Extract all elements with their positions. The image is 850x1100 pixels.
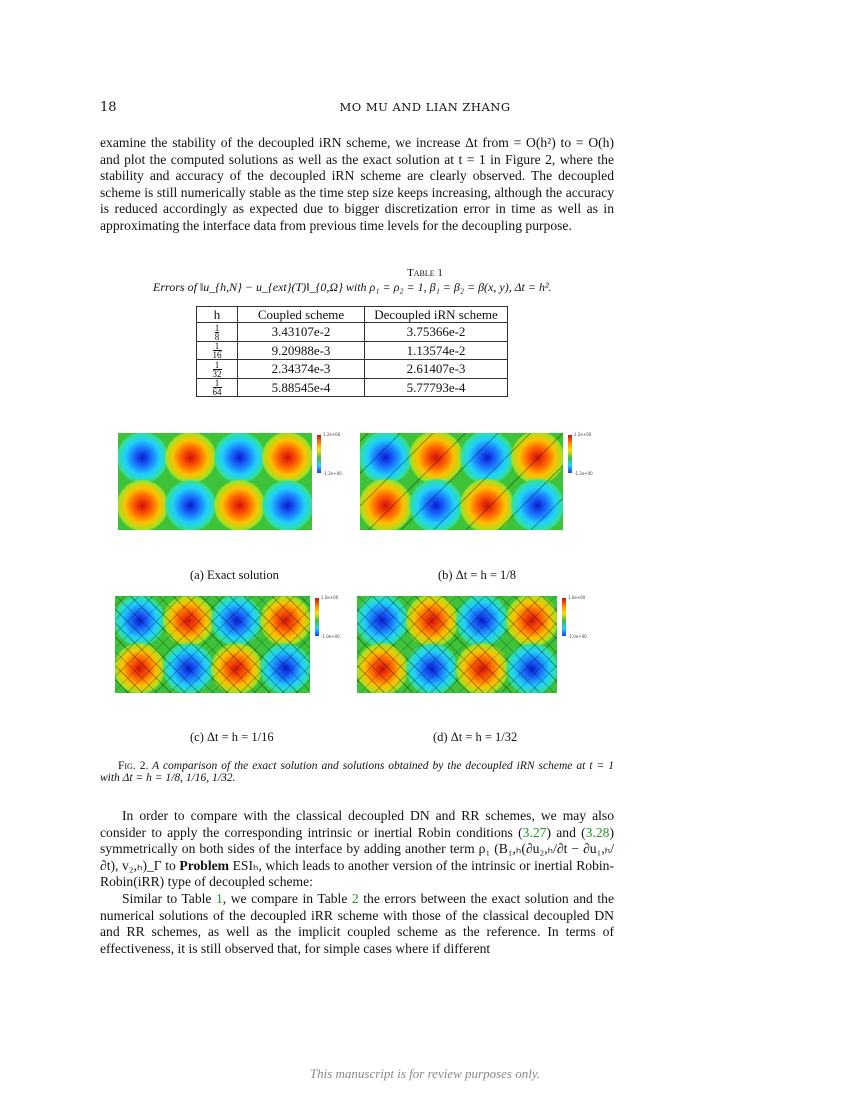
peak-blob — [214, 480, 265, 530]
col-header-decoupled: Decoupled iRN scheme — [365, 307, 508, 323]
page-number: 18 — [100, 100, 117, 115]
colorbar — [315, 598, 319, 636]
decoupled-error: 3.75366e-2 — [365, 323, 508, 342]
colorbar-max-label: 1.0e+00 — [321, 595, 339, 600]
trough-blob — [118, 433, 168, 483]
colorbar — [317, 435, 321, 473]
mesh-overlay — [360, 433, 563, 530]
table-row — [197, 341, 508, 360]
equation-ref-3-28[interactable]: 3.28 — [585, 824, 610, 840]
table-row — [197, 378, 508, 397]
h-value: $\frac{1}{8}$ — [197, 323, 238, 342]
subfigure-caption: (d) Δt = h = 1/32 — [433, 730, 518, 744]
subfigure-caption: (a) Exact solution — [190, 568, 279, 582]
mesh-overlay — [357, 596, 557, 693]
trough-blob — [165, 480, 216, 530]
peak-blob — [262, 433, 312, 483]
mesh-overlay — [115, 596, 310, 693]
paragraph-1: examine the stability of the decoupled iRN scheme, we increase Δt from = O(h²) to = O(h) and plot the computed solutions as well as the exact solution at t = 1 in Figure 2, where the stability and accuracy of the decoupled iRN scheme are clearly observed. The decoupled scheme is still numerically stable as the time step size keeps increasing, although the accuracy is reduced accordingly as expected due to bigger discretization error in time as well as in approximating the interface data from previous time levels for the decoupling purpose. — [100, 135, 614, 233]
colorbar-min-label: -1.0e+00 — [321, 634, 340, 639]
equation-ref-3-27[interactable]: 3.27 — [522, 824, 547, 840]
decoupled-error: 1.13574e-2 — [365, 341, 508, 360]
colorbar-min-label: -1.0e+00 — [568, 634, 587, 639]
paragraph-2: In order to compare with the classical decoupled DN and RR schemes, we may also consider to apply the corresponding intrinsic or inertial Robin conditions (3.27) and (3.28) symmetrically on both sides of the interface by adding another term ρ₁ (B₁,ₕ(∂u₂,ₕ/∂t − ∂u₁,ₕ/∂t), v₂,ₕ)_Γ to Problem ESIₕ, which leads to another version of the intrinsic or inertial Robin-Robin(iRR) type of decoupled scheme: Similar to Table 1, we compare in Table 2 the errors between the exact solution and the numerical solutions of the decoupled iRR scheme with those of the classical decoupled DN and RR schemes, as well as the implicit coupled scheme as the reference. In terms of effectiveness, it is still observed that, for simple cases where if different — [100, 808, 615, 956]
peak-blob — [118, 480, 168, 530]
solution-heatmap — [115, 596, 310, 693]
colorbar — [568, 435, 572, 473]
decoupled-error: 5.77793e-4 — [365, 378, 508, 397]
coupled-error: 2.34374e-3 — [238, 360, 365, 379]
peak-blob — [165, 433, 216, 483]
table-row — [197, 360, 508, 379]
errors-table — [196, 306, 508, 397]
col-header-h: h — [197, 307, 238, 323]
coupled-error: 3.43107e-2 — [238, 323, 365, 342]
footer-note: This manuscript is for review purposes only. — [309, 1066, 541, 1081]
table-header-row — [197, 307, 508, 323]
colorbar-max-label: 1.2e+00 — [574, 432, 592, 437]
table-ref-1[interactable]: 1 — [216, 890, 223, 906]
solution-heatmap — [118, 433, 312, 530]
h-value: $\frac{1}{64}$ — [197, 378, 238, 397]
solution-heatmap — [357, 596, 557, 693]
coupled-error: 5.88545e-4 — [238, 378, 365, 397]
table-ref-2[interactable]: 2 — [351, 890, 359, 906]
subfigure-caption: (b) Δt = h = 1/8 — [438, 568, 517, 582]
trough-blob — [262, 480, 312, 530]
colorbar — [562, 598, 566, 636]
h-value: $\frac{1}{32}$ — [197, 360, 238, 379]
table-caption: Errors of ‖u_{h,N} − u_{ext}(T)‖_{0,Ω} with ρ₁ = ρ₂ = 1, β₁ = β₂ = β(x, y), Δt = h². — [153, 280, 552, 294]
colorbar-min-label: -1.2e+00 — [323, 471, 342, 476]
table-label: Table 1 — [407, 267, 443, 279]
colorbar-min-label: -1.2e+00 — [574, 471, 593, 476]
colorbar-max-label: 1.2e+00 — [323, 432, 341, 437]
colorbar-max-label: 1.0e+00 — [568, 595, 586, 600]
solution-heatmap — [360, 433, 563, 530]
subfigure-caption: (c) Δt = h = 1/16 — [190, 730, 274, 744]
h-value: $\frac{1}{16}$ — [197, 341, 238, 360]
running-title: MO MU AND LIAN ZHANG — [339, 100, 511, 114]
decoupled-error: 2.61407e-3 — [365, 360, 508, 379]
coupled-error: 9.20988e-3 — [238, 341, 365, 360]
col-header-coupled: Coupled scheme — [238, 307, 365, 323]
table-row — [197, 323, 508, 342]
figure-caption: Fig. 2. A comparison of the exact solution and solutions obtained by the decoupled iRN scheme at t = 1 with Δt = h = 1/8, 1/16, 1/32. — [100, 760, 615, 784]
trough-blob — [214, 433, 265, 483]
